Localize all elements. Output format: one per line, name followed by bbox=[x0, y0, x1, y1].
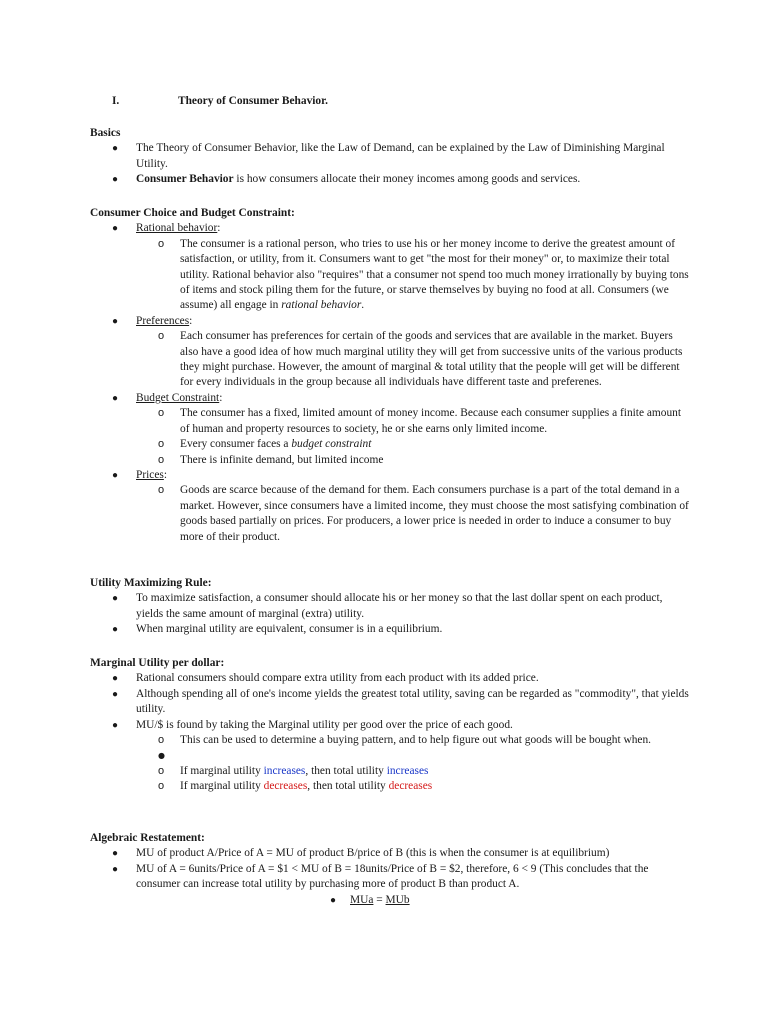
list-item: ● Rational consumers should compare extra utility from each product with its added price. bbox=[90, 671, 690, 686]
circle-bullet-icon: o bbox=[158, 438, 165, 451]
title-text: Theory of Consumer Behavior. bbox=[178, 95, 328, 107]
list-item: o The consumer has a fixed, limited amount of money income. Because each consumer supplies a finite amount of human and property resources to society, he or she earns only limited income. bbox=[158, 407, 682, 435]
bullet-icon: ● bbox=[112, 392, 119, 404]
section-algebraic-restatement bbox=[90, 831, 690, 893]
list-item: o If marginal utility decreases, then total utility decreases bbox=[90, 779, 690, 794]
circle-bullet-icon: o bbox=[158, 453, 165, 466]
bullet-icon: ● bbox=[112, 469, 119, 481]
mu-equation: ● MUa = MUb bbox=[350, 893, 410, 908]
list-item: o Goods are scarce because of the demand for them. Each consumers purchase is a part of the total demand in a market. However, since consumers have a limited income, they must choose the most satisfying combination of goods based partially on prices. For producers, a lower price is needed in order to induce a consumer to buy more of their product. bbox=[158, 484, 689, 543]
document-title bbox=[90, 94, 690, 109]
list-item: ● Rational behavior: o The consumer is a rational person, who tries to use his or her money income to derive the greatest amount of satisfaction, or utility, from it. Consumers want to get "the most for their money" or, to maximize their total utility. Rational behavior also "requires" that a consumer not spend too much money irrationally by buying tons of items and stock piling them for the future, or starve themselves by buying no food at all. Consumers (we assume) all engage in rational behavior. bbox=[90, 221, 690, 313]
algebraic-heading: Algebraic Restatement: bbox=[90, 832, 205, 844]
circle-bullet-icon: o bbox=[158, 780, 165, 793]
list-item: ● To maximize satisfaction, a consumer should allocate his or her money so that the last dollar spent on each product, yields the same amount of marginal (extra) utility. bbox=[112, 592, 663, 620]
bullet-icon: ● bbox=[112, 143, 119, 155]
bullet-icon: ● bbox=[158, 751, 165, 761]
basics-heading: Basics bbox=[90, 127, 121, 139]
section-basics bbox=[90, 126, 690, 188]
list-item: ● Although spending all of one's income yields the greatest total utility, saving can be regarded as "commodity", that yields utility. bbox=[112, 687, 689, 716]
list-item: o This can be used to determine a buying pattern, and to help figure out what goods will be bought when. bbox=[90, 733, 690, 748]
bullet-icon: ● bbox=[112, 863, 119, 875]
bullet-icon: ● bbox=[112, 688, 119, 700]
bullet-icon: ● bbox=[112, 223, 119, 235]
bullet-icon: ● bbox=[112, 174, 119, 186]
circle-bullet-icon: o bbox=[158, 237, 165, 250]
list-item: o The consumer is a rational person, who tries to use his or her money income to derive the greatest amount of satisfaction, or utility, from it. Consumers want to get "the most for their money" or, to maximize their total utility. Rational behavior also "requires" that a consumer not spend too much money irrationally by buying tons of items and stock piling them for the future, or starve themselves by buying no food at all. Consumers (we assume) all engage in rational behavior. bbox=[158, 237, 689, 312]
bullet-icon: ● bbox=[112, 315, 119, 327]
bullet-icon: ● bbox=[112, 673, 119, 685]
circle-bullet-icon: o bbox=[158, 484, 165, 497]
list-item: o There is infinite demand, but limited income bbox=[90, 453, 690, 468]
circle-bullet-icon: o bbox=[158, 764, 165, 777]
bullet-icon: ● bbox=[112, 624, 119, 636]
circle-bullet-icon: o bbox=[158, 734, 165, 747]
list-item: ● Consumer Behavior is how consumers allocate their money incomes among goods and services. bbox=[90, 172, 690, 187]
list-item: ● Prices: o Goods are scarce because of the demand for them. Each consumers purchase is a part of the total demand in a market. However, since consumers have a limited income, they must choose the most satisfying combination of goods based partially on prices. For producers, a lower price is needed in order to induce a consumer to buy more of their product. bbox=[90, 468, 690, 545]
circle-bullet-icon: o bbox=[158, 330, 165, 343]
choice-heading: Consumer Choice and Budget Constraint: bbox=[90, 207, 295, 219]
utility-rule-heading: Utility Maximizing Rule: bbox=[90, 577, 212, 589]
list-item: ● MU of product A/Price of A = MU of product B/price of B (this is when the consumer is at equilibrium) bbox=[90, 846, 690, 861]
list-item: ● Budget Constraint: o The consumer has a fixed, limited amount of money income. Because each consumer supplies a finite amount of human and property resources to society, he or she earns only limited income. o Every consumer faces a budget constraint o There is infinite demand, but limited income bbox=[90, 391, 690, 468]
title-numeral: I. bbox=[112, 95, 120, 107]
list-item bbox=[90, 748, 690, 763]
section-utility-maximizing-rule bbox=[90, 576, 690, 638]
bullet-icon: ● bbox=[112, 593, 119, 605]
bullet-icon: ● bbox=[112, 719, 119, 731]
bullet-icon: ● bbox=[112, 848, 119, 860]
list-item: o If marginal utility increases, then total utility increases bbox=[90, 764, 690, 779]
list-item: ● MU/$ is found by taking the Marginal utility per good over the price of each good. o This can be used to determine a buying pattern, and to help figure out what goods will be bought when. ● o If marginal utility increases, then total utility increases o If marginal utility decreases, then total utility decreases bbox=[90, 718, 690, 795]
section-marginal-utility-per-dollar bbox=[90, 656, 690, 795]
list-item: ● When marginal utility are equivalent, consumer is in a equilibrium. bbox=[90, 622, 690, 637]
bullet-icon: ● bbox=[330, 895, 337, 906]
list-item: ● Preferences: o Each consumer has preferences for certain of the goods and services that are available in the market. Buyers also have a good idea of how much marginal utility they will get from successive units of the various products they might purchase. However, the amount of marginal & total utility that the people will get will be different for every individuals in the group because all individuals have different taste and preferenes. bbox=[90, 314, 690, 391]
basics-list bbox=[90, 141, 690, 187]
list-item: ● MU of A = 6units/Price of A = $1 < MU of B = 18units/Price of B = $2, therefore, 6 < 9 (This concludes that the consumer can increase total utility by purchasing more of product B than product A. bbox=[112, 862, 649, 891]
list-item: ● The Theory of Consumer Behavior, like the Law of Demand, can be explained by the Law of Diminishing Marginal Utility. bbox=[112, 142, 665, 170]
section-consumer-choice bbox=[90, 206, 690, 545]
circle-bullet-icon: o bbox=[158, 407, 165, 420]
list-item: o Every consumer faces a budget constraint bbox=[90, 437, 690, 452]
mu-dollar-heading: Marginal Utility per dollar: bbox=[90, 657, 225, 669]
list-item: o Each consumer has preferences for certain of the goods and services that are available in the market. Buyers also have a good idea of how much marginal utility they will get from successive units of the various products they might purchase. However, the amount of marginal & total utility that the people will get will be different for every individuals in the group because all individuals have different taste and preferenes. bbox=[158, 330, 683, 389]
